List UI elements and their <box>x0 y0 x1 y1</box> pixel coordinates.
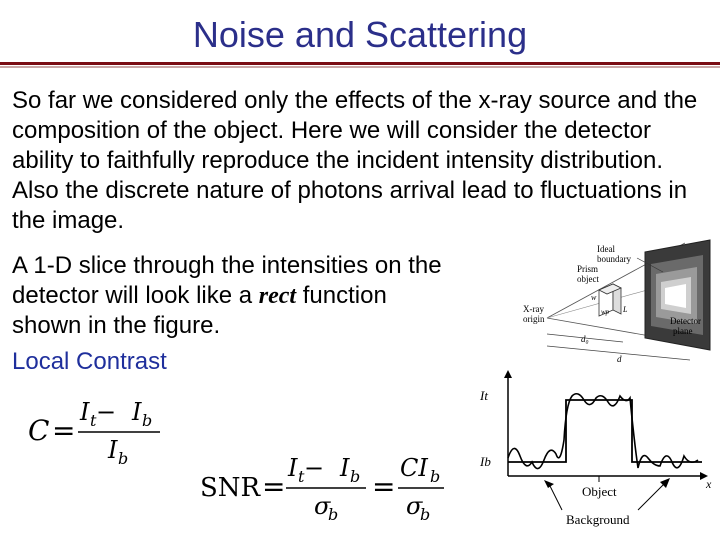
L-label: L <box>623 305 628 314</box>
snr-num-ib: I <box>340 454 350 482</box>
detector-plane-label-2: plane <box>673 326 693 336</box>
ideal-rect-function <box>508 400 702 462</box>
contrast-num-ib: I <box>132 398 142 426</box>
intensity-profile-plot <box>470 370 718 538</box>
ideal-boundary-label-1: Ideal <box>597 244 615 254</box>
local-contrast-heading: Local Contrast <box>12 348 167 375</box>
x-axis-label: x <box>706 477 712 491</box>
background-arrowhead-left <box>544 480 554 488</box>
contrast-num-t: t <box>90 411 97 430</box>
snr-num-cib-b: b <box>430 467 441 486</box>
rect-word: rect <box>258 283 297 309</box>
title-divider <box>0 62 720 65</box>
rect-paragraph-end: function shown in the figure. <box>12 282 387 339</box>
wp-label: wp <box>601 308 610 316</box>
object-label: Object <box>582 484 617 499</box>
snr-formula <box>198 448 448 528</box>
ideal-boundary-label-2: boundary <box>597 254 631 264</box>
intro-paragraph: So far we considered only the effects of the x-ray source and the composition of the object. Here we will consider the detector ability to faithfully reproduce the incident intensity distribution. Also the discrete nature of photons arrival lead to fluctuations in the image. <box>12 87 698 234</box>
detector-plane-label-1: Detector <box>670 316 701 326</box>
rect-paragraph <box>12 251 452 341</box>
background-label: Background <box>566 512 630 527</box>
snr-num-t: t <box>298 467 305 486</box>
contrast-lhs: C <box>28 414 50 447</box>
contrast-formula <box>24 392 174 472</box>
xray-origin-label-2: origin <box>523 314 545 324</box>
contrast-den: I <box>108 436 118 464</box>
contrast-num-b: b <box>142 411 153 430</box>
snr-den-sigma: σ <box>314 492 331 520</box>
rect-paragraph-start: A 1-D slice through the intensities on the detector will look like a <box>12 252 442 309</box>
snr-lhs: SNR <box>200 473 261 503</box>
w-label: w <box>591 293 597 302</box>
snr-num-b: b <box>350 467 361 486</box>
y-label-ib: Ib <box>480 454 491 469</box>
noisy-intensity-curve <box>508 394 698 469</box>
contrast-den-b: b <box>118 449 129 468</box>
snr-den2-b: b <box>420 505 431 524</box>
prism-object-label-1: Prism <box>577 264 599 274</box>
snr-den2-sigma: σ <box>406 492 423 520</box>
snr-num-cib: CI <box>400 454 428 482</box>
snr-equals-2: = <box>372 470 396 503</box>
background-arrow-right <box>638 482 666 510</box>
y-label-it: It <box>480 388 488 403</box>
snr-num-it: I <box>288 454 298 482</box>
xray-geometry-diagram <box>505 238 720 368</box>
page-title: Noise and Scattering <box>192 14 528 55</box>
snr-minus: − <box>304 454 325 482</box>
title-divider-shadow <box>0 66 720 68</box>
contrast-equals: = <box>52 414 76 447</box>
snr-den-b: b <box>328 505 339 524</box>
contrast-num-it: I <box>80 398 90 426</box>
d-label: d <box>617 354 622 364</box>
xray-origin-label-1: X-ray <box>523 304 544 314</box>
prism-object-label-2: object <box>577 274 599 284</box>
contrast-minus: − <box>96 398 117 426</box>
snr-equals: = <box>262 470 286 503</box>
y-axis-arrow <box>504 370 512 378</box>
d0-label: d₀ <box>581 334 589 344</box>
